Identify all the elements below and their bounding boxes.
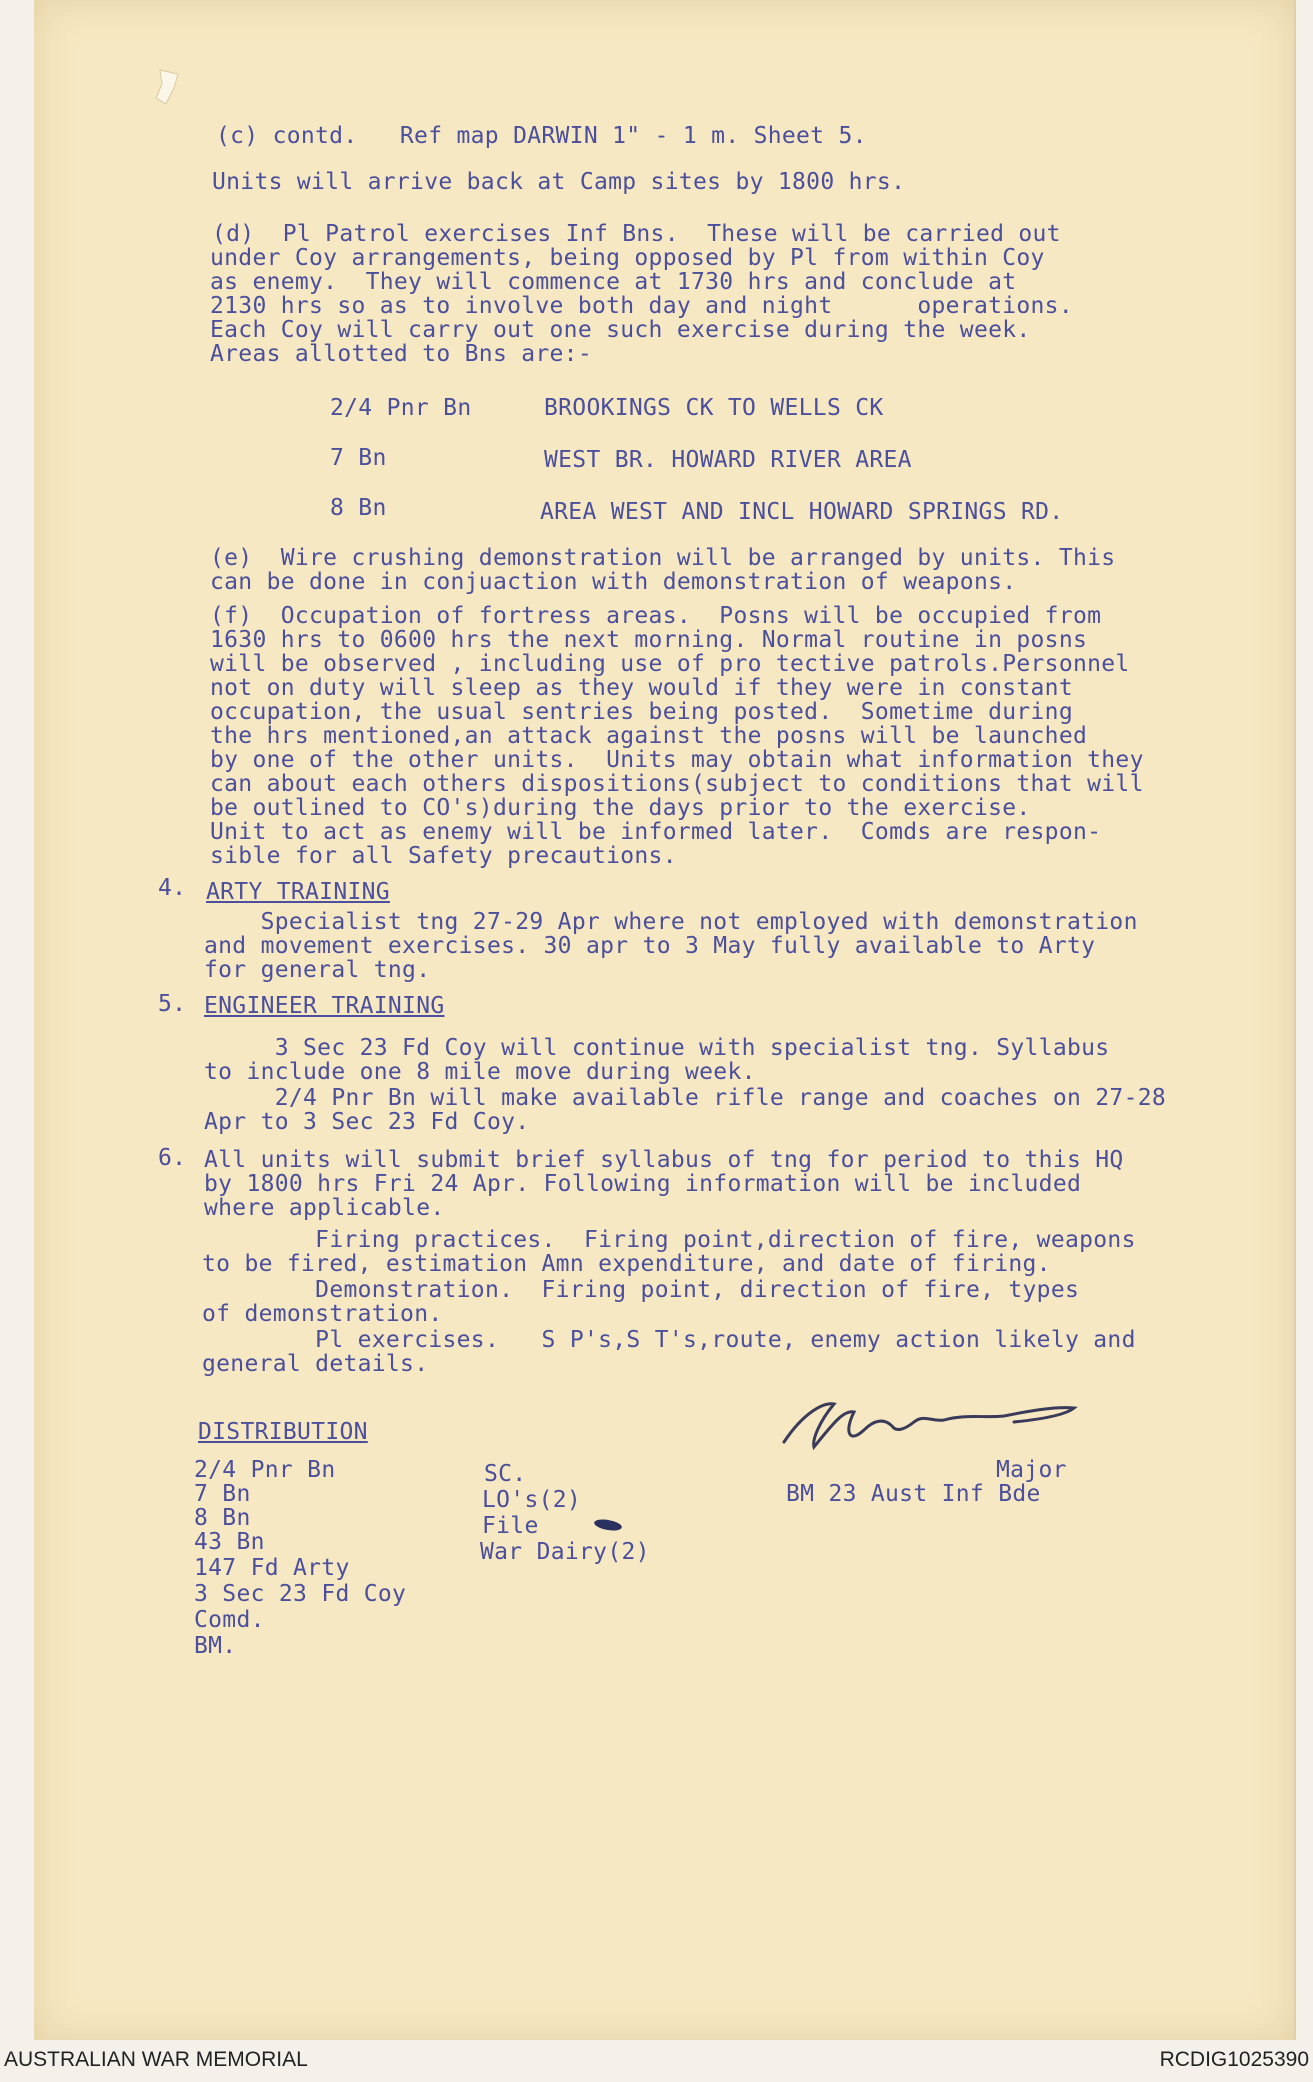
section-f-line: (f) Occupation of fortress areas. Posns will be occupied from <box>210 603 1102 629</box>
section-d-line: Each Coy will carry out one such exercise during the week. <box>210 317 1031 343</box>
section-f-line: can about each others dispositions(subject to conditions that will <box>210 771 1144 797</box>
document-sheet <box>34 0 1296 2040</box>
area-location: WEST BR. HOWARD RIVER AREA <box>544 447 912 473</box>
distribution-item: 43 Bn <box>194 1529 265 1555</box>
area-location: AREA WEST AND INCL HOWARD SPRINGS RD. <box>540 499 1064 525</box>
section-d-line: 2130 hrs so as to involve both day and night operations. <box>210 293 1073 319</box>
section-d-line: Areas allotted to Bns are:- <box>210 341 592 367</box>
paragraph-4-line: for general tng. <box>204 957 431 983</box>
section-e-line: (e) Wire crushing demonstration will be arranged by units. This <box>210 545 1116 571</box>
section-d-line: under Coy arrangements, being opposed by Pl from within Coy <box>210 245 1045 271</box>
section-c-line-2: Units will arrive back at Camp sites by 1800 hrs. <box>212 169 906 195</box>
paragraph-5-line: Apr to 3 Sec 23 Fd Coy. <box>204 1109 530 1135</box>
distribution-item: 3 Sec 23 Fd Coy <box>194 1581 407 1607</box>
paragraph-6-line: Firing practices. Firing point,direction of fire, weapons <box>202 1227 1136 1253</box>
paragraph-6-line: Pl exercises. S P's,S T's,route, enemy action likely and <box>202 1327 1136 1353</box>
area-location: BROOKINGS CK TO WELLS CK <box>544 395 884 421</box>
area-unit: 8 Bn <box>330 495 387 521</box>
section-f-line: occupation, the usual sentries being posted. Sometime during <box>210 699 1073 725</box>
paragraph-6-line: general details. <box>202 1351 429 1377</box>
distribution-item: LO's(2) <box>482 1487 582 1513</box>
section-f-line: 1630 hrs to 0600 hrs the next morning. Normal routine in posns <box>210 627 1088 653</box>
section-f-line: be outlined to CO's)during the days prior to the exercise. <box>210 795 1031 821</box>
distribution-item: BM. <box>194 1633 237 1659</box>
paragraph-number: 5. <box>158 991 187 1017</box>
paragraph-5-line: 2/4 Pnr Bn will make available rifle range and coaches on 27-28 <box>204 1085 1167 1111</box>
paragraph-6-line: of demonstration. <box>202 1301 443 1327</box>
paragraph-5-line: 3 Sec 23 Fd Coy will continue with specialist tng. Syllabus <box>204 1035 1110 1061</box>
punch-hole-mark <box>152 68 182 106</box>
paragraph-4-line: and movement exercises. 30 apr to 3 May fully available to Arty <box>204 933 1096 959</box>
section-f-line: not on duty will sleep as they would if they were in constant <box>210 675 1073 701</box>
paragraph-6-line: Demonstration. Firing point, direction of fire, types <box>202 1277 1080 1303</box>
paragraph-6-line: where applicable. <box>204 1195 445 1221</box>
paragraph-heading: ARTY TRAINING <box>206 879 390 905</box>
section-f-line: will be observed , including use of pro tective patrols.Personnel <box>210 651 1130 677</box>
section-f-line: sible for all Safety precautions. <box>210 843 677 869</box>
signatory-rank: Major <box>996 1457 1067 1483</box>
paragraph-number: 6. <box>158 1145 187 1171</box>
paragraph-5-line: to include one 8 mile move during week. <box>204 1059 756 1085</box>
area-unit: 2/4 Pnr Bn <box>330 395 472 421</box>
paragraph-6-line: by 1800 hrs Fri 24 Apr. Following information will be included <box>204 1171 1082 1197</box>
section-d-line: as enemy. They will commence at 1730 hrs and conclude at <box>210 269 1017 295</box>
footer-catalogue-id: RCDIG1025390 <box>1159 2048 1309 2071</box>
distribution-item: War Dairy(2) <box>480 1539 650 1565</box>
distribution-heading: DISTRIBUTION <box>198 1419 368 1445</box>
section-d-line: (d) Pl Patrol exercises Inf Bns. These will be carried out <box>212 221 1061 247</box>
distribution-item: File <box>482 1513 539 1539</box>
paragraph-heading: ENGINEER TRAINING <box>204 993 445 1019</box>
distribution-item: 7 Bn <box>194 1481 251 1507</box>
paragraph-number: 4. <box>158 875 187 901</box>
section-f-line: the hrs mentioned,an attack against the posns will be launched <box>210 723 1088 749</box>
section-f-line: by one of the other units. Units may obtain what information they <box>210 747 1144 773</box>
distribution-item: 8 Bn <box>194 1505 251 1531</box>
footer-institution: AUSTRALIAN WAR MEMORIAL <box>4 2048 308 2071</box>
section-c-line-1: (c) contd. Ref map DARWIN 1" - 1 m. Sheet 5. <box>216 123 867 149</box>
signatory-title: BM 23 Aust Inf Bde <box>786 1481 1041 1507</box>
paragraph-6-line: to be fired, estimation Amn expenditure, and date of firing. <box>202 1251 1051 1277</box>
paragraph-4-line: Specialist tng 27-29 Apr where not employed with demonstration <box>204 909 1138 935</box>
section-f-line: Unit to act as enemy will be informed later. Comds are respon- <box>210 819 1102 845</box>
distribution-item: 147 Fd Arty <box>194 1555 350 1581</box>
distribution-item: Comd. <box>194 1607 265 1633</box>
section-e-line: can be done in conjuaction with demonstration of weapons. <box>210 569 1017 595</box>
handwritten-signature <box>774 1392 1134 1462</box>
area-unit: 7 Bn <box>330 445 387 471</box>
distribution-item: SC. <box>484 1461 527 1487</box>
ink-smudge <box>593 1518 622 1533</box>
distribution-item: 2/4 Pnr Bn <box>194 1457 336 1483</box>
paragraph-6-line: All units will submit brief syllabus of tng for period to this HQ <box>204 1147 1124 1173</box>
